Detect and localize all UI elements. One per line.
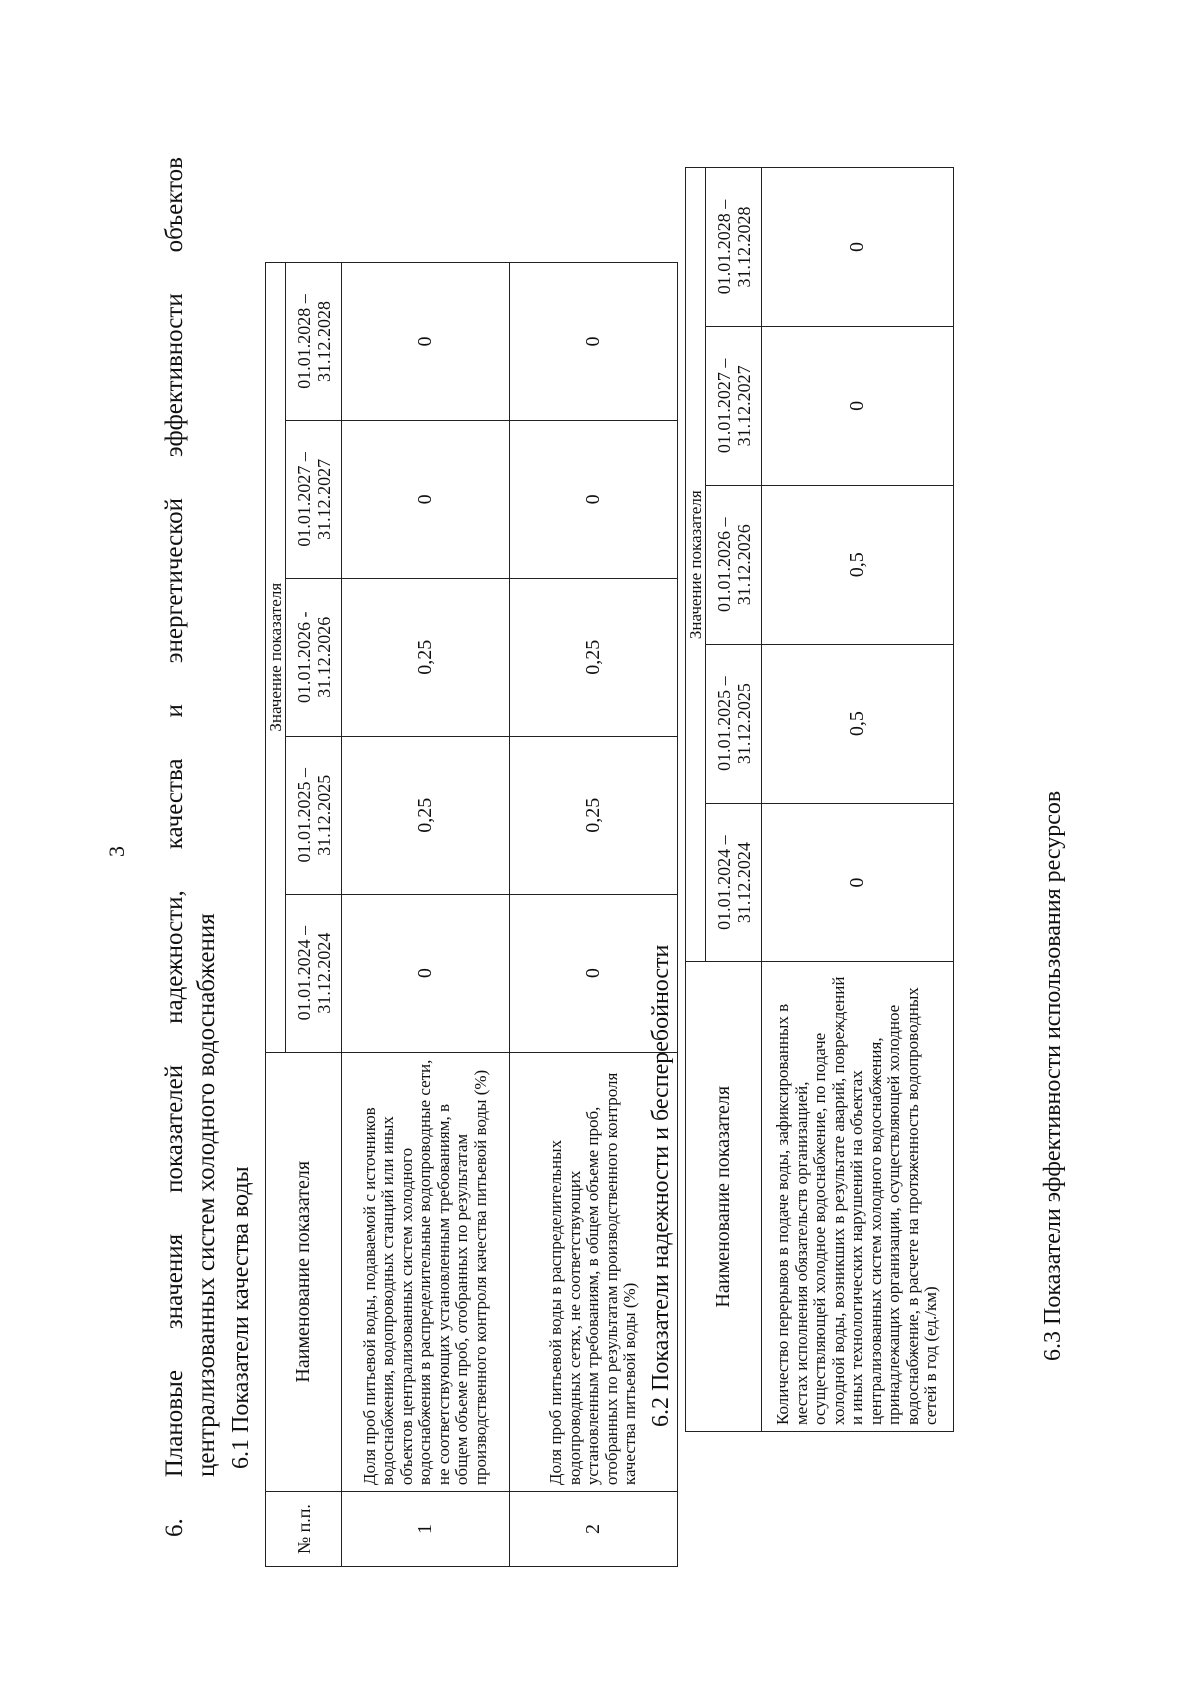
period-header: 01.01.2024 – 31.12.2024	[706, 803, 762, 962]
period-header: 01.01.2028 – 31.12.2028	[706, 168, 762, 327]
period-header: 01.01.2028 – 31.12.2028	[286, 263, 342, 421]
value-cell: 0	[762, 803, 954, 962]
value-cell: 0	[510, 263, 678, 421]
indicator-name: Количество перерывов в подаче воды, зафиксированных в местах исполнения обязательств организацией, осуществляющей холодное водоснабжение, по подаче холодной воды, возникших в результате аварий, повреждений и иных технологических нарушений на объектах централизованных систем холодного водоснабжения, принадлежащих организации, осуществляющей холодное водоснабжение, в расчете на протяженность водопроводных сетей в год (ед./км)	[762, 962, 954, 1432]
value-group-header: Значение показателя	[686, 168, 706, 963]
row-number: 2	[510, 1492, 678, 1567]
reliability-table	[685, 167, 954, 1432]
value-cell: 0	[762, 168, 954, 327]
col-name-header: Наименование показателя	[686, 962, 762, 1432]
table-row	[762, 168, 954, 1432]
value-group-header: Значение показателя	[266, 263, 286, 1053]
value-cell: 0	[510, 420, 678, 578]
table-row	[342, 263, 510, 1567]
page-number: 3	[104, 846, 129, 857]
value-cell: 0	[342, 420, 510, 578]
water-quality-table	[265, 262, 678, 1567]
value-cell: 0	[510, 894, 678, 1052]
table1-subtitle: 6.1 Показатели качества воды	[228, 1166, 254, 1469]
period-header: 01.01.2027 – 31.12.2027	[706, 326, 762, 485]
col-name-header: Наименование показателя	[266, 1052, 342, 1492]
period-header: 01.01.2026 – 31.12.2026	[706, 485, 762, 644]
value-cell: 0	[342, 263, 510, 421]
value-cell: 0,25	[342, 736, 510, 894]
value-cell: 0	[342, 894, 510, 1052]
value-cell: 0,5	[762, 644, 954, 803]
period-header: 01.01.2026 - 31.12.2026	[286, 578, 342, 736]
period-header: 01.01.2025 – 31.12.2025	[706, 644, 762, 803]
period-header: 01.01.2024 – 31.12.2024	[286, 894, 342, 1052]
indicator-name: Доля проб питьевой воды, подаваемой с источников водоснабжения, водопроводных станций или иных объектов централизованных систем холодного водоснабжения в распределительные водопроводные сети, не соответствующих установленным требованиям, в общем объеме проб, отобранных по результатам производственного контроля качества питьевой воды (%)	[342, 1052, 510, 1492]
indicator-name: Доля проб питьевой воды в распределительных водопроводных сетях, не соответствующих установленным требованиям, в общем объеме проб, отобранных по результатам производственного контроля качества питьевой воды (%)	[510, 1052, 678, 1492]
section-heading: 6. Плановые значения показателей надежности, качества и энергетической эффективности объектов	[161, 157, 188, 1537]
row-number: 1	[342, 1492, 510, 1567]
period-header: 01.01.2027 – 31.12.2027	[286, 420, 342, 578]
value-cell: 0,5	[762, 485, 954, 644]
value-cell: 0	[762, 326, 954, 485]
value-cell: 0,25	[342, 578, 510, 736]
period-header: 01.01.2025 – 31.12.2025	[286, 736, 342, 894]
section3-subtitle: 6.3 Показатели эффективности использования ресурсов	[1040, 790, 1066, 1361]
value-cell: 0,25	[510, 578, 678, 736]
section-heading-cont: централизованных систем холодного водоснабжения	[193, 913, 220, 1477]
col-num-header: № п.п.	[266, 1492, 342, 1567]
value-cell: 0,25	[510, 736, 678, 894]
table2-subtitle: 6.2 Показатели надежности и бесперебойности	[648, 944, 674, 1427]
